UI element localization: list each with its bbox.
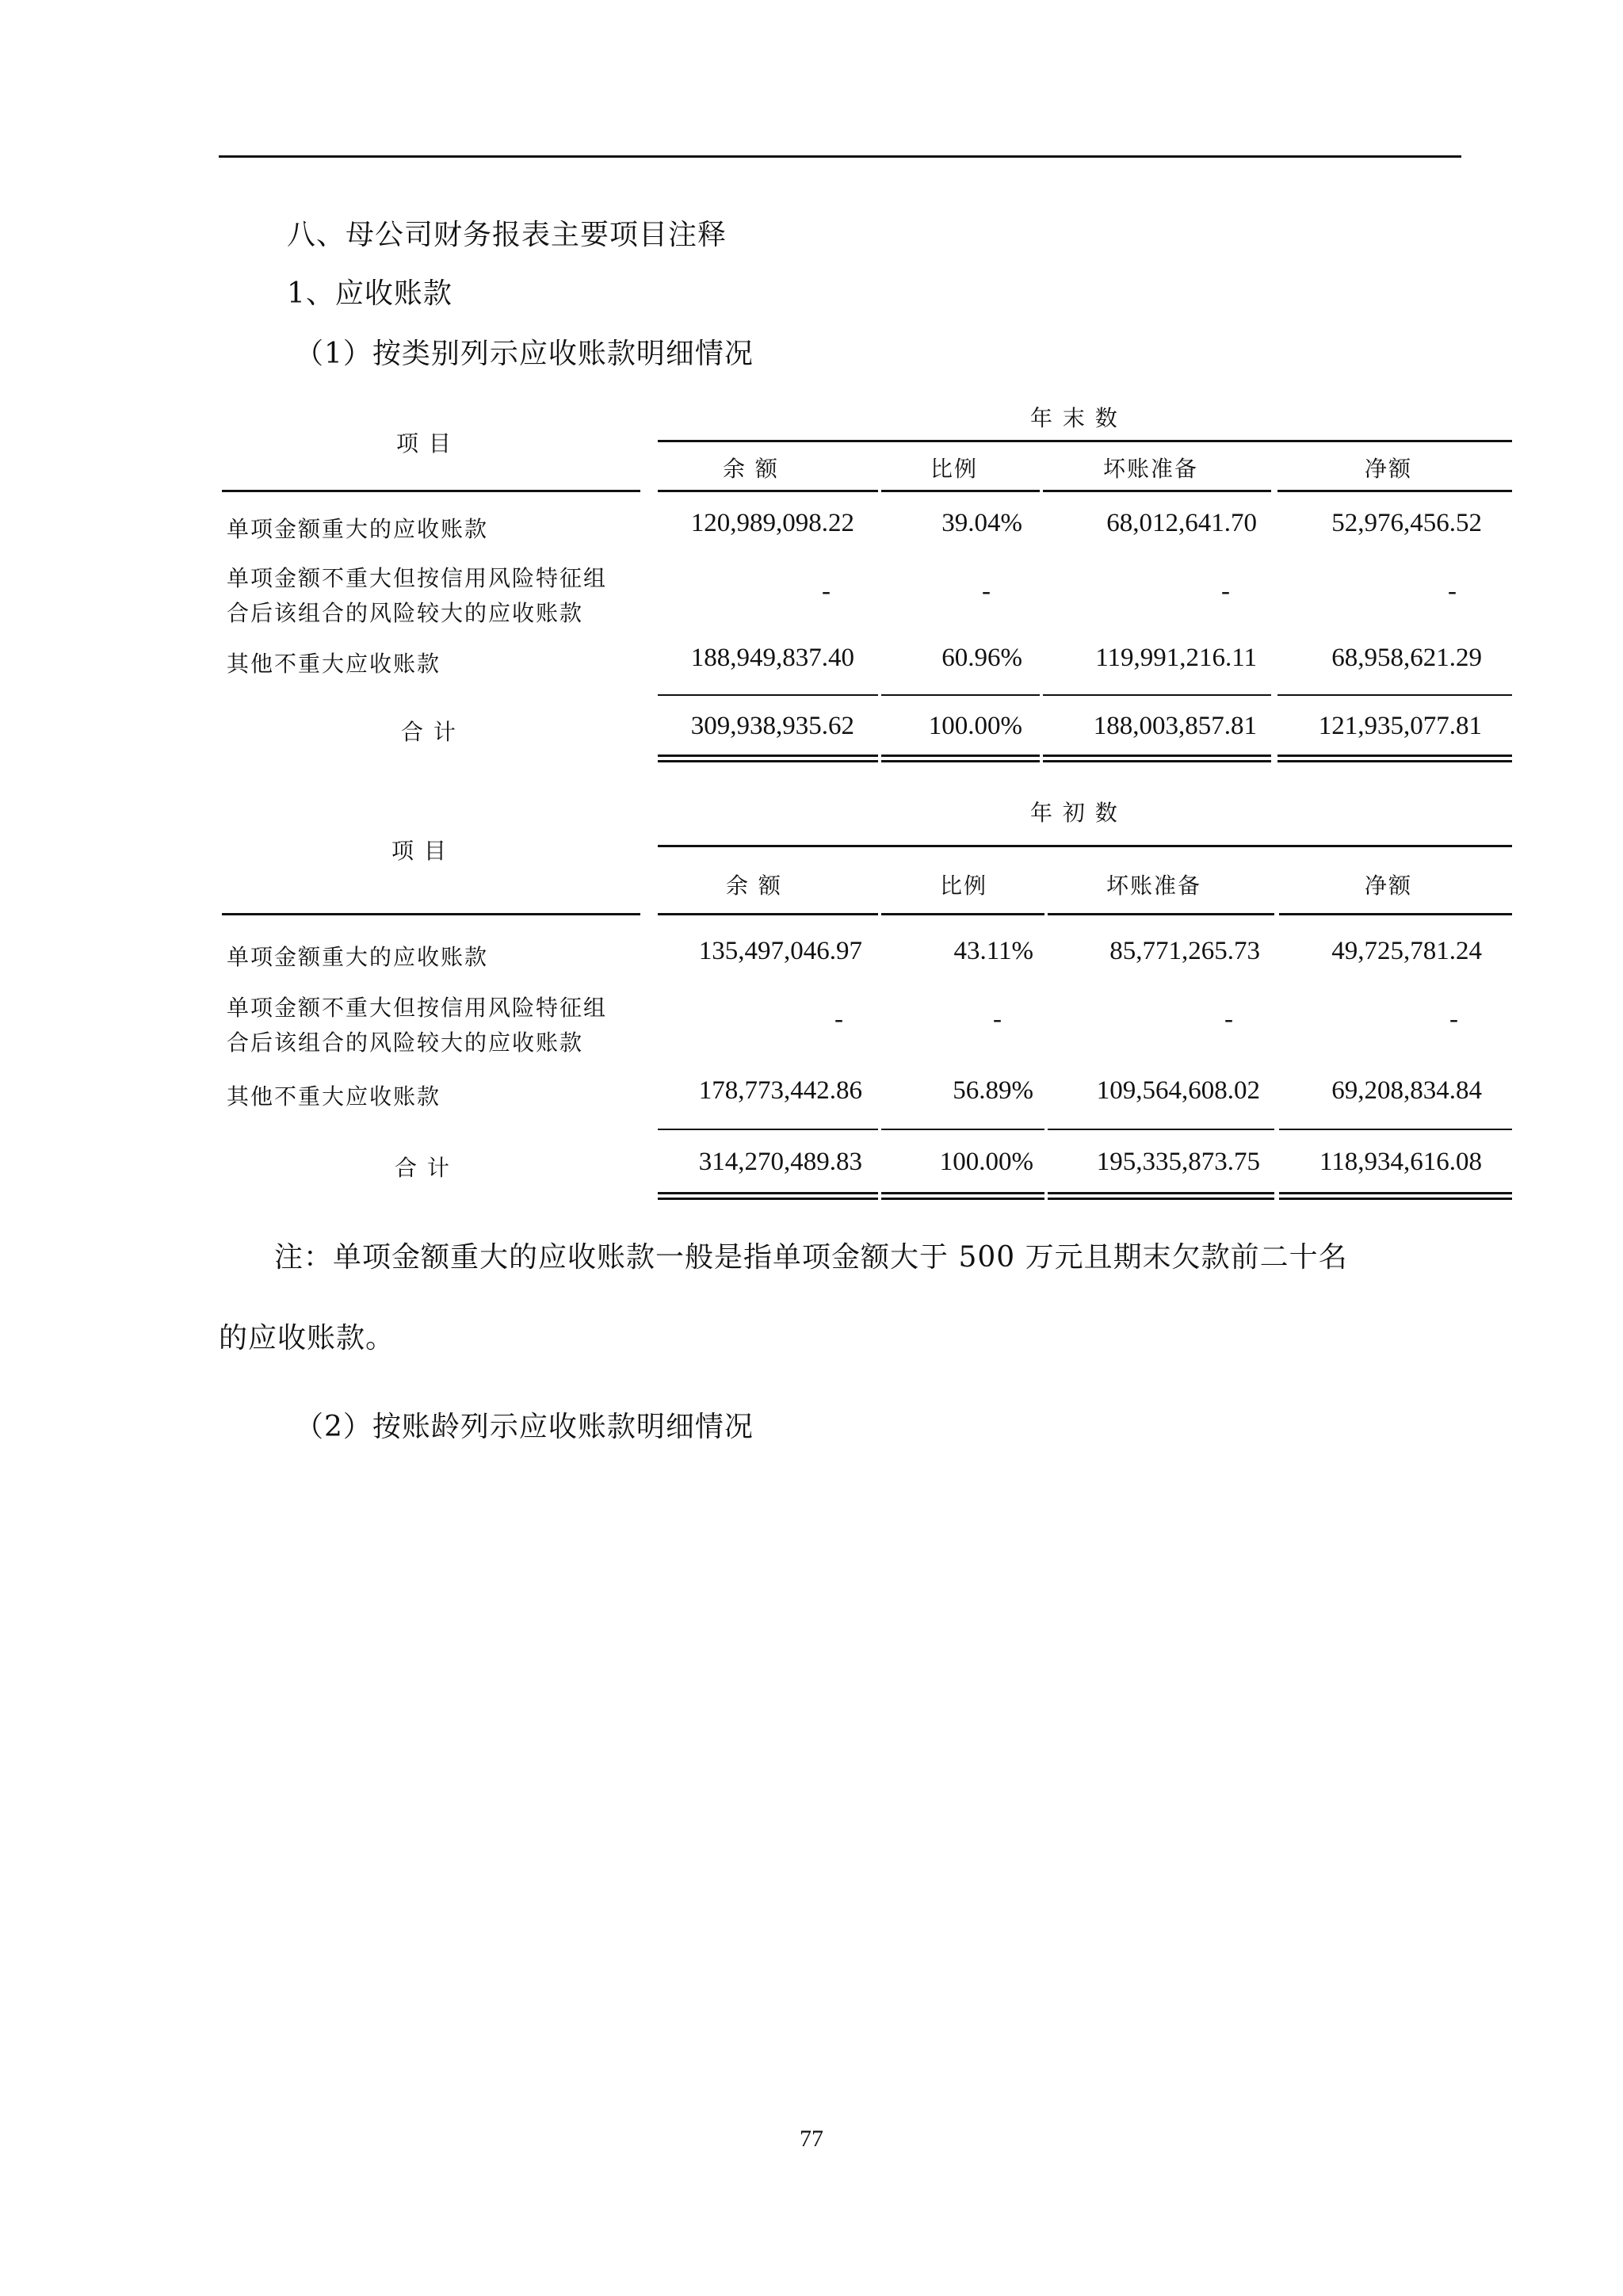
cell-net: 49,725,781.24 [1331,937,1482,965]
subtotal-rule [658,1129,878,1130]
header-rule [219,155,1461,158]
cell-balance: 120,989,098.22 [690,509,854,537]
cell-allowance: 85,771,265.73 [1109,937,1260,965]
subtotal-rule [881,694,1040,696]
note-line-1: 注：单项金额重大的应收账款一般是指单项金额大于 500 万元且期末欠款前二十名 [274,1241,1348,1274]
total-double-rule [658,755,878,762]
table-group-header: 年 末 数 [1030,405,1119,431]
row-label: 其他不重大应收账款 [227,651,441,677]
header-bottom-rule [1043,490,1271,492]
cell-net: 52,976,456.52 [1331,509,1482,537]
cell-ratio: 56.89% [953,1076,1033,1105]
column-header-ratio: 比例 [940,873,988,899]
cell-balance: - [822,577,831,606]
cell-ratio: 100.00% [928,712,1022,740]
column-header-net: 净额 [1365,456,1413,482]
table-group-header: 年 初 数 [1030,800,1119,826]
row-label-line1: 单项金额不重大但按信用风险特征组 [227,565,608,591]
header-bottom-rule [1279,913,1512,915]
row-label [227,991,607,1060]
row-label-line2: 合后该组合的风险较大的应收账款 [227,600,584,626]
cell-allowance: 119,991,216.11 [1095,644,1257,672]
note-line-2: 的应收账款。 [219,1322,395,1354]
table-header-item: 项 目 [396,430,453,457]
header-bottom-rule [222,913,640,915]
cell-net: 121,935,077.81 [1318,712,1482,740]
column-header-net: 净额 [1365,873,1413,899]
group-header-rule [658,845,1512,847]
header-bottom-rule [658,913,878,915]
row-label: 单项金额重大的应收账款 [227,516,489,542]
row-label: 其他不重大应收账款 [227,1083,441,1110]
header-bottom-rule [1277,490,1512,492]
table-header-item: 项 目 [391,838,448,864]
column-header-ratio: 比例 [930,456,979,482]
total-label: 合 计 [395,1155,451,1181]
cell-ratio: 60.96% [941,644,1022,672]
column-header-allowance: 坏账准备 [1103,456,1199,482]
cell-ratio: - [982,577,991,606]
subtotal-rule [1279,1129,1512,1130]
cell-ratio: 39.04% [941,509,1022,537]
subtotal-rule [1043,694,1271,696]
cell-ratio: 43.11% [953,937,1033,965]
total-double-rule [881,1192,1044,1200]
total-double-rule [1048,1192,1274,1200]
page-number: 77 [800,2126,823,2152]
column-header-allowance: 坏账准备 [1106,873,1202,899]
cell-allowance: - [1224,1005,1233,1033]
subtotal-rule [658,694,878,696]
cell-balance: 178,773,442.86 [698,1076,862,1105]
cell-net: - [1449,1005,1458,1033]
cell-net: 68,958,621.29 [1331,644,1482,672]
cell-allowance: 68,012,641.70 [1106,509,1257,537]
section-heading: 八、母公司财务报表主要项目注释 [287,219,727,251]
subheading-by-category: （1）按类别列示应收账款明细情况 [295,338,754,370]
cell-balance: 188,949,837.40 [690,644,854,672]
total-double-rule [1277,755,1512,762]
total-label: 合 计 [401,719,457,745]
row-label: 单项金额重大的应收账款 [227,944,489,970]
cell-balance: - [834,1005,843,1033]
row-label-line1: 单项金额不重大但按信用风险特征组 [227,995,608,1021]
group-header-rule [658,440,1512,442]
column-header-balance: 余 额 [723,456,779,482]
total-double-rule [881,755,1040,762]
subtotal-rule [1277,694,1512,696]
cell-ratio: 100.00% [939,1148,1033,1176]
header-bottom-rule [222,490,640,492]
subheading-by-aging: （2）按账龄列示应收账款明细情况 [295,1411,754,1443]
item-heading: 1、应收账款 [287,277,453,310]
total-double-rule [1279,1192,1512,1200]
total-double-rule [1043,755,1271,762]
cell-allowance: 109,564,608.02 [1096,1076,1260,1105]
header-bottom-rule [1048,913,1274,915]
subtotal-rule [881,1129,1044,1130]
cell-balance: 314,270,489.83 [698,1148,862,1176]
subtotal-rule [1048,1129,1274,1130]
cell-allowance: 195,335,873.75 [1096,1148,1260,1176]
cell-allowance: 188,003,857.81 [1093,712,1257,740]
cell-balance: 309,938,935.62 [690,712,854,740]
cell-balance: 135,497,046.97 [698,937,862,965]
row-label [227,561,607,631]
cell-net: 118,934,616.08 [1319,1148,1482,1176]
header-bottom-rule [881,490,1040,492]
cell-allowance: - [1221,577,1230,606]
cell-net: 69,208,834.84 [1331,1076,1482,1105]
row-label-line2: 合后该组合的风险较大的应收账款 [227,1030,584,1056]
header-bottom-rule [658,490,878,492]
cell-net: - [1448,577,1457,606]
total-double-rule [658,1192,878,1200]
column-header-balance: 余 额 [726,873,782,899]
cell-ratio: - [993,1005,1002,1033]
header-bottom-rule [881,913,1044,915]
